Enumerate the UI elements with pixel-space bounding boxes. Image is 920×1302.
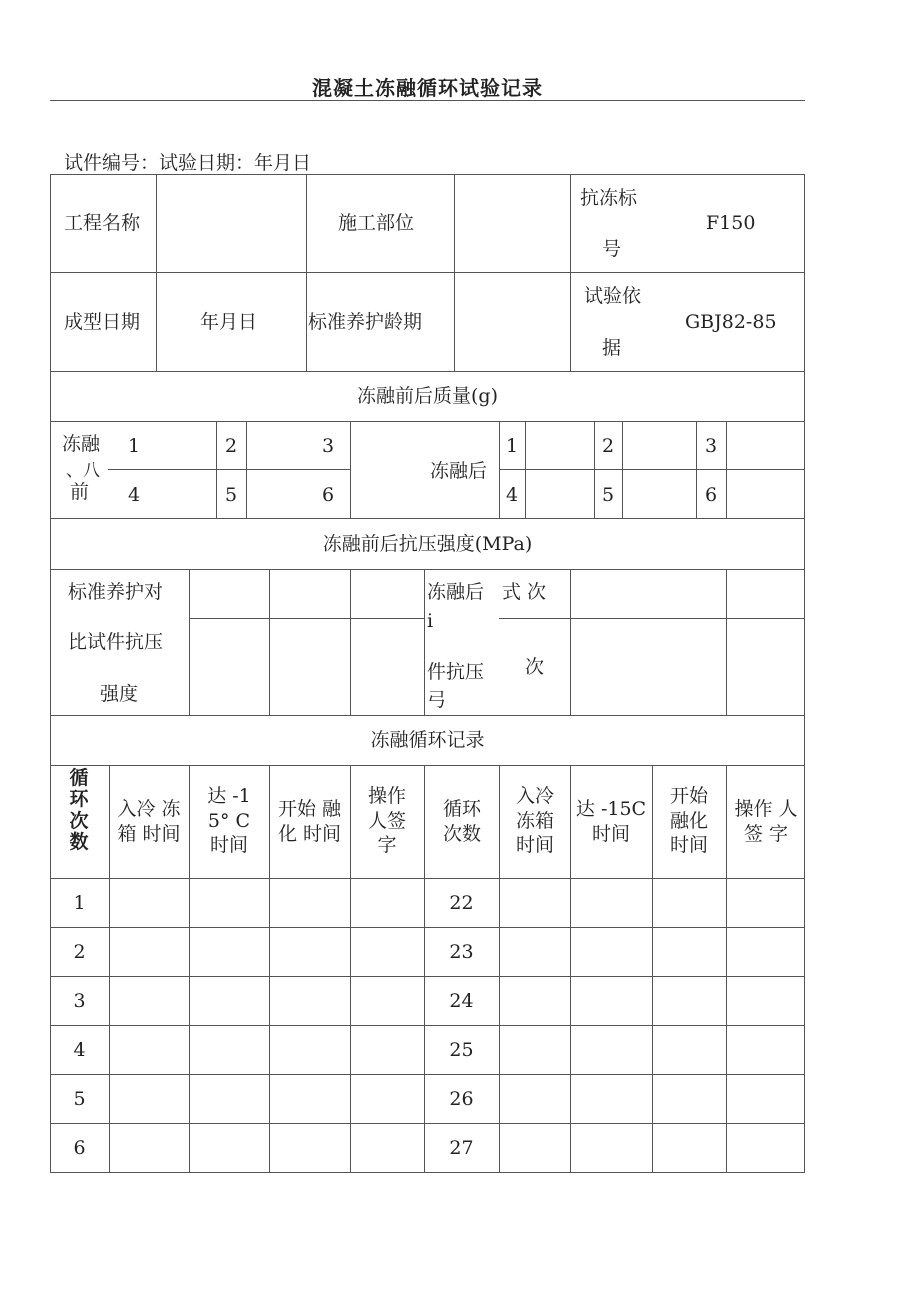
row-divider: [50, 421, 805, 422]
mass-mid-divider-right: [499, 469, 805, 470]
mass-after-num: 4: [506, 484, 519, 506]
col-divider: [424, 569, 425, 715]
col-divider: [696, 421, 697, 518]
mass-before-num: 4: [128, 484, 141, 506]
row-divider: [50, 715, 805, 716]
row-divider: [50, 371, 805, 372]
header-start-thaw: 开始 融化 时间: [277, 798, 342, 845]
col-divider: [525, 421, 526, 518]
test-basis-label: 试验依: [584, 285, 642, 307]
col-divider: [726, 421, 727, 518]
mass-before-num: 3: [322, 435, 335, 457]
after-strength-label-2: i: [427, 610, 434, 632]
col-divider: [570, 174, 571, 371]
col-divider: [726, 569, 727, 715]
mass-before-num: 6: [322, 484, 335, 506]
strength-mid-divider-right: [499, 618, 805, 619]
col-divider: [350, 765, 351, 1173]
construction-part-label: 施工部位: [338, 212, 415, 234]
frost-grade-label-cont: 号: [602, 238, 622, 260]
cycle-row-left: 2: [73, 941, 86, 963]
col-divider: [350, 421, 351, 518]
project-name-label: 工程名称: [64, 212, 141, 234]
page-title: 混凝土冻融循环试验记录: [312, 76, 543, 100]
after-strength-label: 冻融后: [427, 581, 485, 603]
header-cycle-no-2: 循环次数: [442, 798, 481, 845]
header-reach-temp-2: 达 -15C时间: [575, 798, 647, 845]
header-signature: 操作人签字: [367, 785, 406, 857]
col-divider: [109, 765, 110, 1173]
row-divider: [50, 927, 805, 928]
mass-before-num: 1: [128, 435, 141, 457]
col-divider: [189, 569, 190, 715]
std-strength-label: 标准养护对: [68, 581, 164, 603]
mass-after-num: 6: [705, 484, 718, 506]
col-divider: [350, 569, 351, 715]
title-divider: [50, 100, 805, 101]
header-cycle-no: 循环次数: [69, 767, 89, 853]
cycle-row-right: 25: [449, 1039, 474, 1061]
col-divider: [622, 421, 623, 518]
col-divider: [726, 765, 727, 1173]
header-enter-box: 入冷 冻箱 时间: [117, 798, 181, 845]
col-divider: [269, 569, 270, 715]
frost-grade-value: F150: [706, 212, 756, 234]
col-divider: [156, 174, 157, 371]
cycle-row-right: 23: [449, 941, 474, 963]
col-divider: [594, 421, 595, 518]
cycle-row-left: 6: [73, 1137, 86, 1159]
row-divider: [50, 272, 805, 273]
cycle-row-right: 24: [449, 990, 474, 1012]
test-basis-label-cont: 据: [602, 337, 622, 359]
header-enter-box-2: 入冷冻箱时间: [515, 785, 554, 857]
cycle-section-title: 冻融循环记录: [370, 729, 485, 751]
cycle-row-right: 22: [449, 892, 474, 914]
row-divider: [50, 765, 805, 766]
mass-before-num: 5: [225, 484, 238, 506]
curing-age-label: 标准养护龄期: [308, 311, 423, 333]
frost-grade-label: 抗冻标: [580, 187, 638, 209]
mass-after-num: 1: [506, 435, 519, 457]
after-strength-label-3: 件抗压: [427, 661, 485, 683]
row-divider: [50, 1025, 805, 1026]
col-divider: [306, 174, 307, 371]
mass-before-num: 2: [225, 435, 238, 457]
col-divider: [570, 765, 571, 1173]
cycle-row-left: 1: [73, 892, 86, 914]
header-reach-temp: 达 -15° C时间: [207, 785, 251, 857]
strength-section-title: 冻融前后抗压强度(MPa): [322, 533, 533, 555]
mass-after-num: 5: [602, 484, 615, 506]
mass-after-num: 2: [602, 435, 615, 457]
molding-date-value[interactable]: 年月日: [200, 311, 258, 333]
mass-after-label: 冻融后: [430, 460, 488, 482]
row-divider: [50, 878, 805, 879]
col-divider: [652, 765, 653, 1173]
std-strength-label-2: 比试件抗压: [68, 631, 164, 653]
cycle-row-left: 5: [73, 1088, 86, 1110]
test-basis-value: GBJ82-85: [685, 311, 777, 333]
after-strength-label-4: 弓: [427, 689, 447, 711]
col-divider: [246, 421, 247, 518]
mass-mid-divider-left: [108, 469, 350, 470]
row-divider: [50, 1074, 805, 1075]
row-divider: [50, 1123, 805, 1124]
meta-line: 试件编号：试验日期：年月日: [64, 152, 312, 174]
molding-date-label: 成型日期: [64, 311, 141, 333]
cycle-row-right: 27: [449, 1137, 474, 1159]
col-divider: [499, 421, 500, 518]
col-divider: [269, 765, 270, 1173]
row-divider: [50, 569, 805, 570]
strength-mid-divider-left: [189, 618, 424, 619]
mass-before-label: 冻融: [62, 433, 101, 455]
col-divider: [499, 765, 500, 1173]
after-strength-mid-2: 次: [525, 656, 545, 678]
row-divider: [50, 976, 805, 977]
mass-after-num: 3: [705, 435, 718, 457]
col-divider: [424, 765, 425, 1173]
col-divider: [189, 765, 190, 1173]
header-start-thaw-2: 开始融化时间: [669, 785, 708, 857]
std-strength-label-3: 强度: [100, 683, 139, 705]
mass-before-label-mark: 、八: [66, 461, 100, 481]
col-divider: [570, 569, 571, 715]
mass-section-title: 冻融前后质量(g): [357, 385, 498, 407]
mass-before-label-end: 前: [70, 481, 90, 503]
cycle-row-left: 3: [73, 990, 86, 1012]
cycle-row-left: 4: [73, 1039, 86, 1061]
col-divider: [454, 174, 455, 371]
col-divider: [216, 421, 217, 518]
header-signature-2: 操作 人签 字: [734, 798, 798, 845]
cycle-row-right: 26: [449, 1088, 474, 1110]
after-strength-mid-1: 式 次: [502, 581, 547, 603]
row-divider: [50, 518, 805, 519]
